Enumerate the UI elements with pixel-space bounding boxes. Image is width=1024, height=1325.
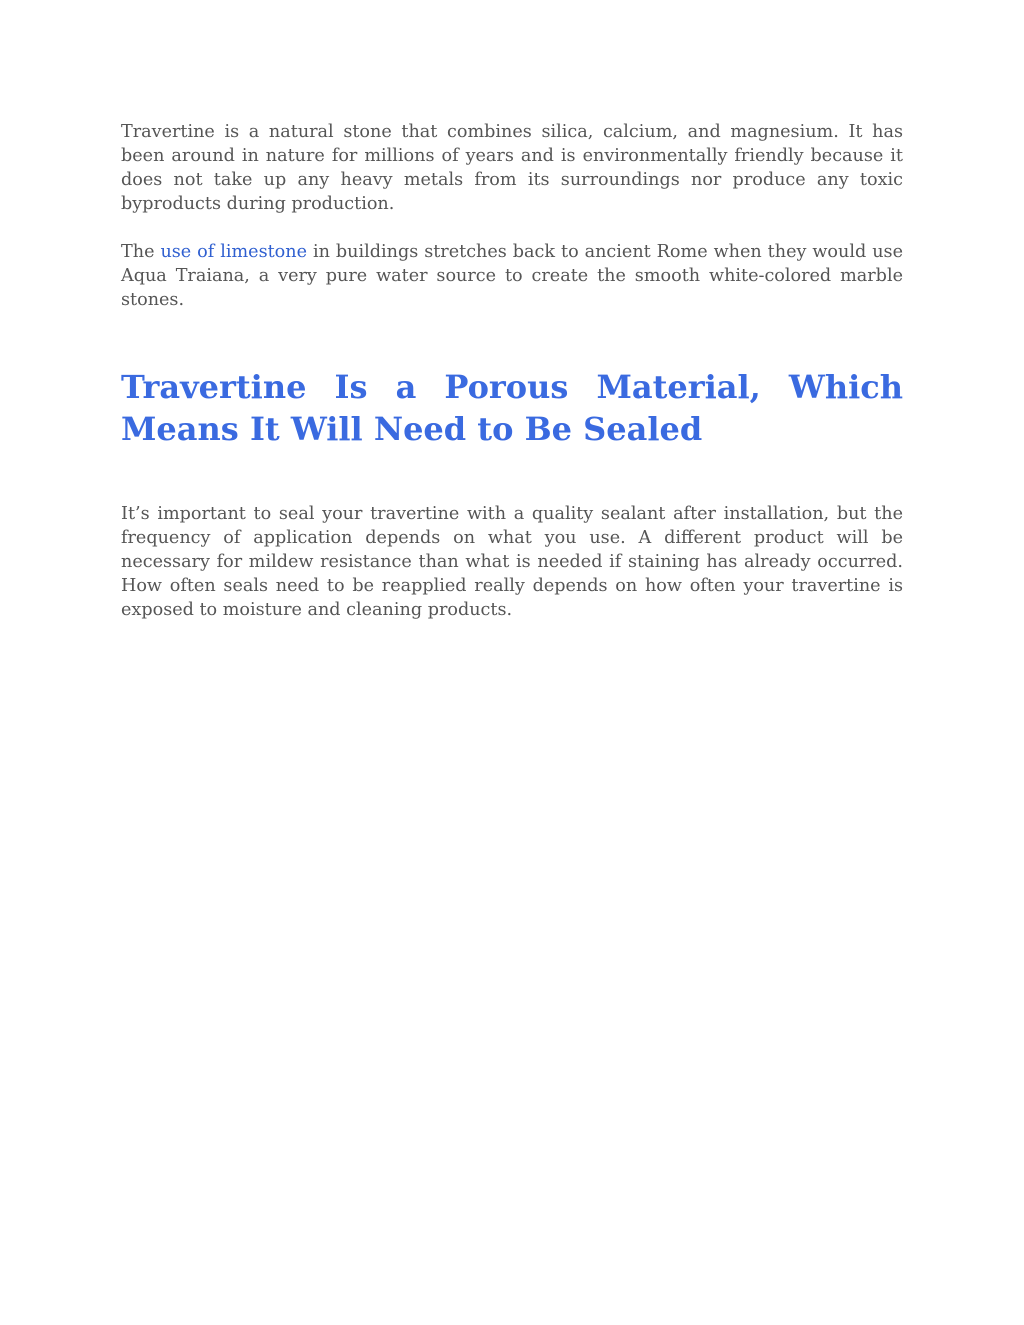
- intro-paragraph: Travertine is a natural stone that combines silica, calcium, and magnesium. It has been around in nature for millions of years and is environmentally friendly because it does not take up any heavy metals from its surroundings nor produce any toxic byproducts during production.: [121, 122, 903, 214]
- document-page: [121, 120, 903, 622]
- history-paragraph: [121, 240, 903, 312]
- history-paragraph-start: The: [121, 242, 161, 262]
- use-of-limestone-link[interactable]: use of limestone: [160, 242, 308, 262]
- history-paragraph-end: in buildings stretches back to ancient Rome when they would use Aqua Traiana, a very pure water source to create the smooth white-colored marble stones.: [121, 242, 903, 310]
- section-heading: [121, 366, 903, 450]
- section-heading-line-1: Travertine Is a Porous Material, Which: [121, 368, 903, 406]
- sealing-paragraph: It’s important to seal your travertine with a quality sealant after installation, but the frequency of application depends on what you use. A different product will be necessary for mildew resistance than what is needed if staining has already occurred. How often seals need to be reapplied really depends on how often your travertine is exposed to moisture and cleaning products.: [121, 504, 903, 620]
- section-heading-line-2: Means It Will Need to Be Sealed: [121, 410, 703, 448]
